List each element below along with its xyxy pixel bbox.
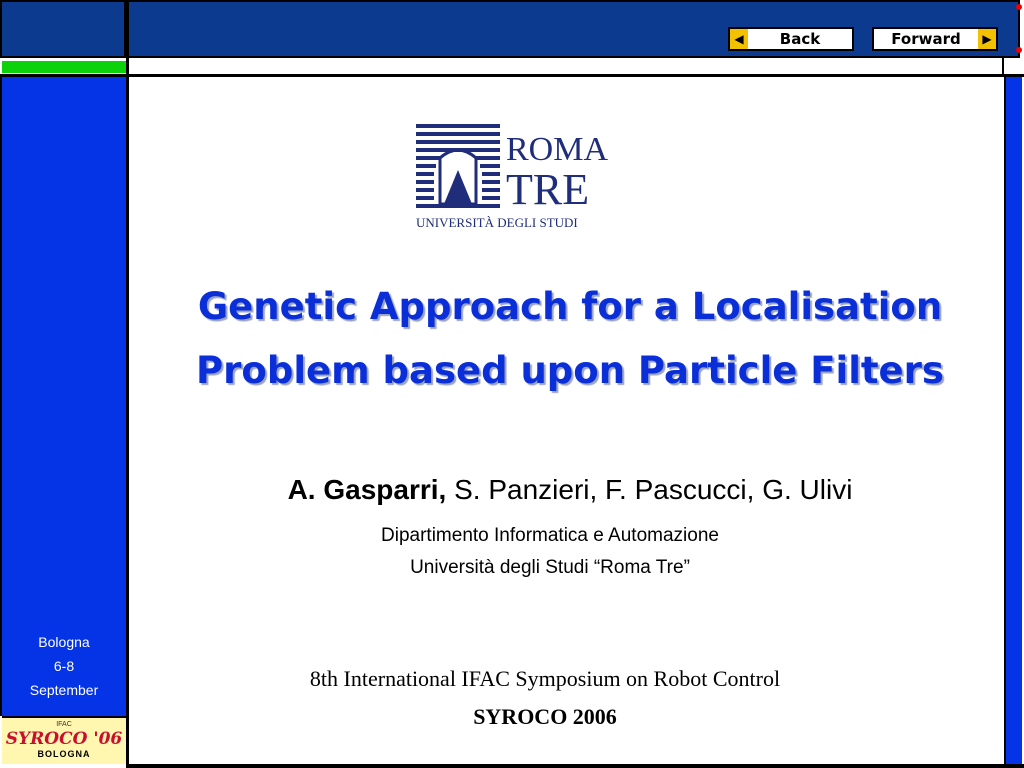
arrow-right-icon: ▶ (978, 29, 996, 49)
slide-title-line2: Problem based upon Particle Filters (196, 349, 944, 392)
roma-tre-logo (414, 120, 624, 235)
forward-button-label: Forward (891, 30, 961, 48)
coauthors: S. Panzieri, F. Pascucci, G. Ulivi (446, 474, 853, 505)
roma-tre-line3: UNIVERSITÀ DEGLI STUDI (416, 215, 578, 230)
event-days: 6-8 (53, 658, 75, 674)
corner-dot (1016, 4, 1022, 10)
lead-author: A. Gasparri, (287, 474, 447, 505)
event-dates (2, 630, 126, 702)
bottom-border (126, 764, 1024, 768)
authors (140, 470, 1000, 510)
left-sidebar (0, 76, 127, 716)
syroco-logo-ifac: IFAC (56, 721, 72, 728)
roma-tre-line1: ROMA (506, 131, 609, 168)
corner-dot (1016, 47, 1022, 53)
top-divider (0, 74, 1024, 77)
syroco-logo-city: BOLOGNA (37, 749, 91, 759)
slide-title (140, 275, 1000, 403)
university: Università degli Studi “Roma Tre” (410, 557, 690, 578)
affiliation (140, 520, 960, 584)
department: Dipartimento Informatica e Automazione (381, 525, 719, 546)
syroco-logo (2, 716, 126, 764)
green-accent-stripe (2, 61, 126, 73)
right-sidebar-bar (1004, 76, 1022, 768)
roma-tre-emblem-icon (414, 120, 624, 235)
conference-short-name: SYROCO 2006 (473, 704, 617, 729)
slide-title-line1: Genetic Approach for a Localisation (197, 285, 943, 328)
arrow-left-icon: ◀ (730, 29, 748, 49)
event-city: Bologna (38, 634, 90, 650)
syroco-logo-name: SYROCO '06 (5, 729, 123, 749)
forward-button[interactable] (872, 27, 998, 51)
conference-name: 8th International IFAC Symposium on Robot Control (309, 666, 781, 691)
left-divider (126, 0, 129, 768)
top-left-panel (0, 0, 126, 58)
conference-info (140, 660, 950, 736)
back-button[interactable] (728, 27, 854, 51)
back-button-label: Back (779, 30, 821, 48)
event-month: September (29, 682, 99, 698)
roma-tre-line2: TRE (506, 165, 590, 214)
